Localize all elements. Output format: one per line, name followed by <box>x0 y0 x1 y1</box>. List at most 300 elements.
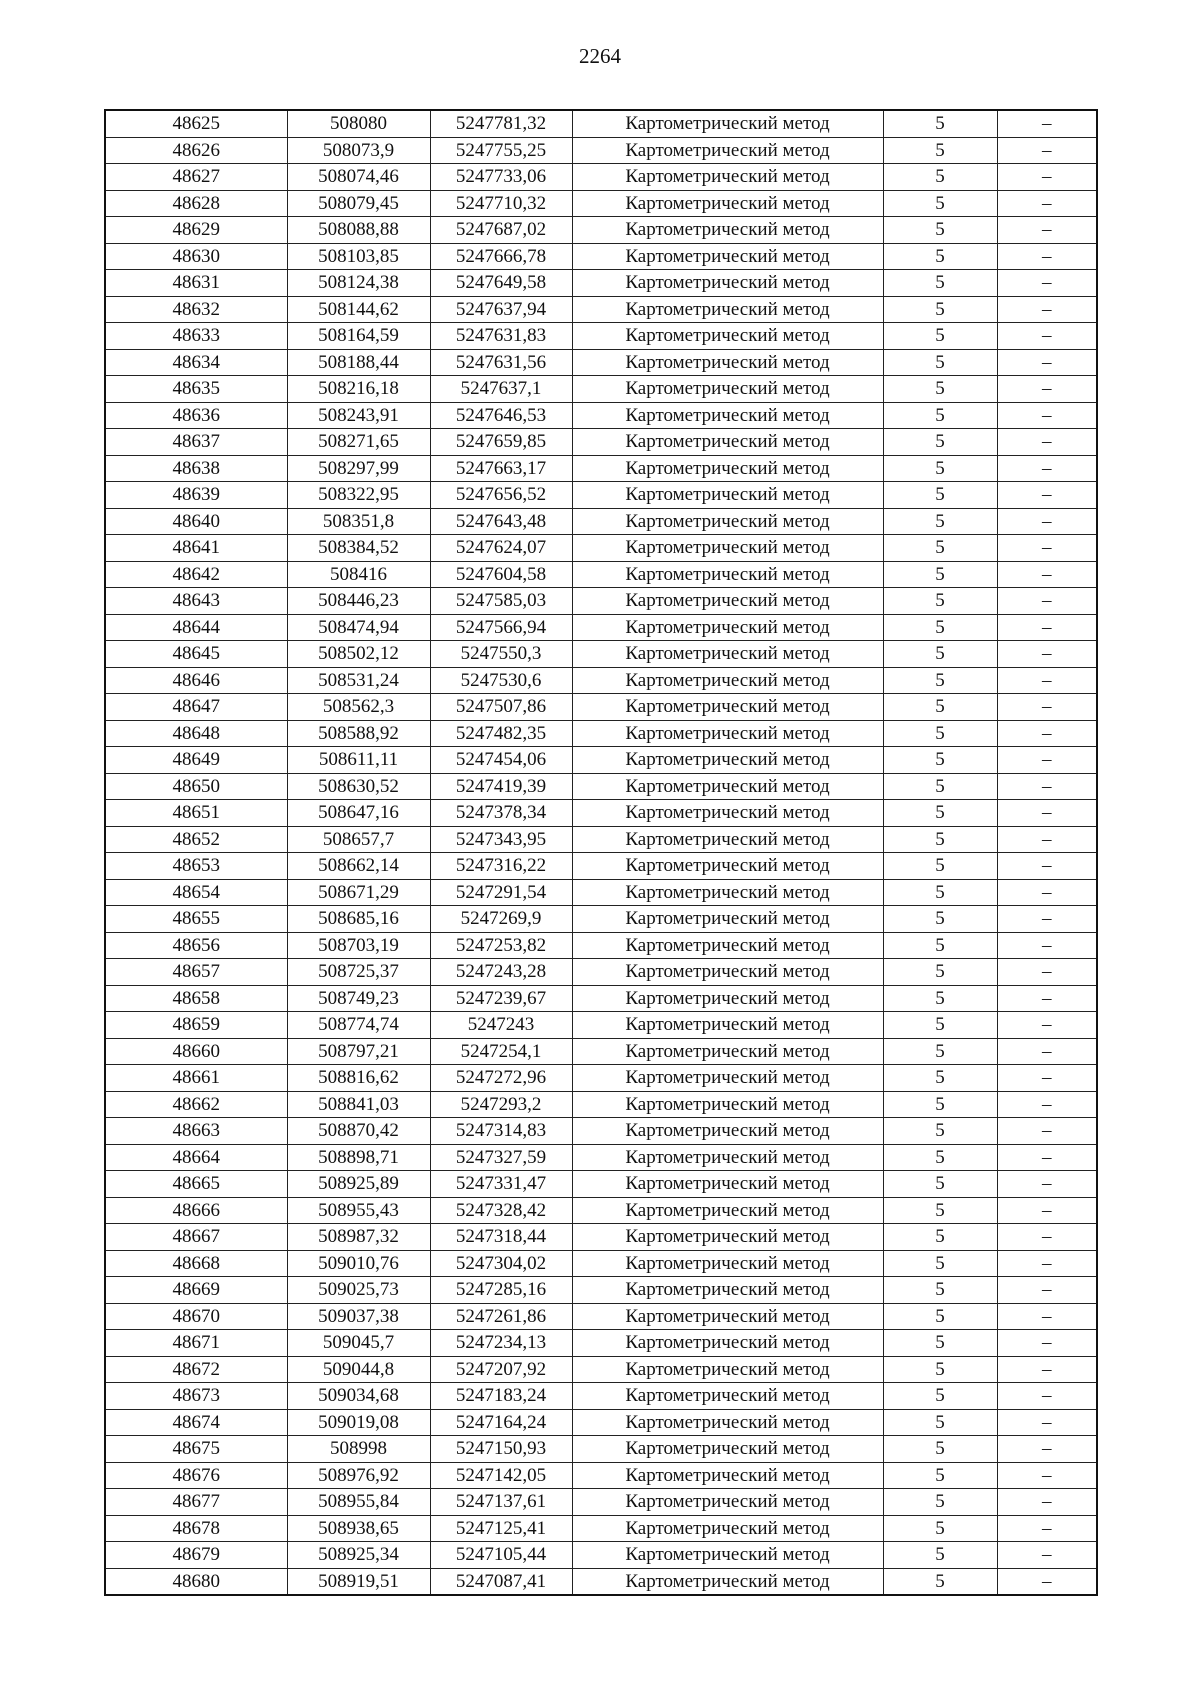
point-number-cell: 48672 <box>105 1356 287 1383</box>
accuracy-cell: 5 <box>883 588 997 615</box>
point-number-cell: 48677 <box>105 1489 287 1516</box>
accuracy-cell: 5 <box>883 1303 997 1330</box>
note-cell: – <box>997 985 1097 1012</box>
y-coordinate-cell: 5247482,35 <box>430 720 572 747</box>
table-row <box>105 1383 1097 1410</box>
method-cell: Картометрический метод <box>572 614 883 641</box>
x-coordinate-cell: 508662,14 <box>287 853 430 880</box>
table-row <box>105 959 1097 986</box>
x-coordinate-cell: 508657,7 <box>287 826 430 853</box>
x-coordinate-cell: 508630,52 <box>287 773 430 800</box>
x-coordinate-cell: 508749,23 <box>287 985 430 1012</box>
x-coordinate-cell: 509045,7 <box>287 1330 430 1357</box>
method-cell: Картометрический метод <box>572 853 883 880</box>
point-number-cell: 48676 <box>105 1462 287 1489</box>
table-row <box>105 508 1097 535</box>
table-row <box>105 747 1097 774</box>
point-number-cell: 48660 <box>105 1038 287 1065</box>
x-coordinate-cell: 508841,03 <box>287 1091 430 1118</box>
table-row <box>105 1356 1097 1383</box>
point-number-cell: 48668 <box>105 1250 287 1277</box>
point-number-cell: 48654 <box>105 879 287 906</box>
table-row <box>105 429 1097 456</box>
note-cell: – <box>997 826 1097 853</box>
note-cell: – <box>997 588 1097 615</box>
table-row <box>105 1012 1097 1039</box>
note-cell: – <box>997 1489 1097 1516</box>
point-number-cell: 48632 <box>105 296 287 323</box>
y-coordinate-cell: 5247087,41 <box>430 1568 572 1595</box>
accuracy-cell: 5 <box>883 747 997 774</box>
accuracy-cell: 5 <box>883 402 997 429</box>
note-cell: – <box>997 906 1097 933</box>
point-number-cell: 48636 <box>105 402 287 429</box>
table-row <box>105 349 1097 376</box>
method-cell: Картометрический метод <box>572 1409 883 1436</box>
method-cell: Картометрический метод <box>572 694 883 721</box>
table-row <box>105 1250 1097 1277</box>
x-coordinate-cell: 508987,32 <box>287 1224 430 1251</box>
method-cell: Картометрический метод <box>572 164 883 191</box>
note-cell: – <box>997 535 1097 562</box>
accuracy-cell: 5 <box>883 1144 997 1171</box>
note-cell: – <box>997 800 1097 827</box>
point-number-cell: 48661 <box>105 1065 287 1092</box>
x-coordinate-cell: 509010,76 <box>287 1250 430 1277</box>
y-coordinate-cell: 5247666,78 <box>430 243 572 270</box>
method-cell: Картометрический метод <box>572 720 883 747</box>
point-number-cell: 48674 <box>105 1409 287 1436</box>
accuracy-cell: 5 <box>883 1065 997 1092</box>
table-row <box>105 535 1097 562</box>
point-number-cell: 48663 <box>105 1118 287 1145</box>
point-number-cell: 48680 <box>105 1568 287 1595</box>
note-cell: – <box>997 1250 1097 1277</box>
y-coordinate-cell: 5247328,42 <box>430 1197 572 1224</box>
accuracy-cell: 5 <box>883 1330 997 1357</box>
table-row <box>105 376 1097 403</box>
point-number-cell: 48651 <box>105 800 287 827</box>
accuracy-cell: 5 <box>883 1197 997 1224</box>
note-cell: – <box>997 429 1097 456</box>
note-cell: – <box>997 641 1097 668</box>
y-coordinate-cell: 5247243 <box>430 1012 572 1039</box>
note-cell: – <box>997 667 1097 694</box>
accuracy-cell: 5 <box>883 376 997 403</box>
point-number-cell: 48659 <box>105 1012 287 1039</box>
method-cell: Картометрический метод <box>572 270 883 297</box>
x-coordinate-cell: 508080 <box>287 110 430 137</box>
x-coordinate-cell: 508103,85 <box>287 243 430 270</box>
x-coordinate-cell: 509025,73 <box>287 1277 430 1304</box>
accuracy-cell: 5 <box>883 270 997 297</box>
note-cell: – <box>997 270 1097 297</box>
point-number-cell: 48675 <box>105 1436 287 1463</box>
point-number-cell: 48662 <box>105 1091 287 1118</box>
y-coordinate-cell: 5247755,25 <box>430 137 572 164</box>
x-coordinate-cell: 508416 <box>287 561 430 588</box>
note-cell: – <box>997 1409 1097 1436</box>
method-cell: Картометрический метод <box>572 1489 883 1516</box>
x-coordinate-cell: 508502,12 <box>287 641 430 668</box>
method-cell: Картометрический метод <box>572 773 883 800</box>
method-cell: Картометрический метод <box>572 1436 883 1463</box>
method-cell: Картометрический метод <box>572 535 883 562</box>
x-coordinate-cell: 508925,34 <box>287 1542 430 1569</box>
y-coordinate-cell: 5247656,52 <box>430 482 572 509</box>
accuracy-cell: 5 <box>883 508 997 535</box>
point-number-cell: 48658 <box>105 985 287 1012</box>
method-cell: Картометрический метод <box>572 1038 883 1065</box>
table-row <box>105 1171 1097 1198</box>
accuracy-cell: 5 <box>883 1515 997 1542</box>
point-number-cell: 48669 <box>105 1277 287 1304</box>
y-coordinate-cell: 5247649,58 <box>430 270 572 297</box>
accuracy-cell: 5 <box>883 217 997 244</box>
point-number-cell: 48648 <box>105 720 287 747</box>
note-cell: – <box>997 1330 1097 1357</box>
y-coordinate-cell: 5247343,95 <box>430 826 572 853</box>
method-cell: Картометрический метод <box>572 508 883 535</box>
y-coordinate-cell: 5247254,1 <box>430 1038 572 1065</box>
note-cell: – <box>997 1012 1097 1039</box>
y-coordinate-cell: 5247781,32 <box>430 110 572 137</box>
y-coordinate-cell: 5247239,67 <box>430 985 572 1012</box>
method-cell: Картометрический метод <box>572 1250 883 1277</box>
x-coordinate-cell: 508685,16 <box>287 906 430 933</box>
accuracy-cell: 5 <box>883 535 997 562</box>
table-row <box>105 270 1097 297</box>
accuracy-cell: 5 <box>883 1542 997 1569</box>
point-number-cell: 48649 <box>105 747 287 774</box>
method-cell: Картометрический метод <box>572 137 883 164</box>
note-cell: – <box>997 1542 1097 1569</box>
point-number-cell: 48655 <box>105 906 287 933</box>
table-row <box>105 826 1097 853</box>
method-cell: Картометрический метод <box>572 1303 883 1330</box>
point-number-cell: 48639 <box>105 482 287 509</box>
y-coordinate-cell: 5247530,6 <box>430 667 572 694</box>
table-row <box>105 853 1097 880</box>
accuracy-cell: 5 <box>883 800 997 827</box>
point-number-cell: 48644 <box>105 614 287 641</box>
y-coordinate-cell: 5247637,94 <box>430 296 572 323</box>
note-cell: – <box>997 323 1097 350</box>
y-coordinate-cell: 5247314,83 <box>430 1118 572 1145</box>
accuracy-cell: 5 <box>883 1383 997 1410</box>
table-row <box>105 800 1097 827</box>
x-coordinate-cell: 508797,21 <box>287 1038 430 1065</box>
y-coordinate-cell: 5247125,41 <box>430 1515 572 1542</box>
method-cell: Картометрический метод <box>572 1197 883 1224</box>
point-number-cell: 48665 <box>105 1171 287 1198</box>
method-cell: Картометрический метод <box>572 1356 883 1383</box>
accuracy-cell: 5 <box>883 773 997 800</box>
note-cell: – <box>997 747 1097 774</box>
point-number-cell: 48631 <box>105 270 287 297</box>
note-cell: – <box>997 137 1097 164</box>
table-row <box>105 1224 1097 1251</box>
table-row <box>105 190 1097 217</box>
method-cell: Картометрический метод <box>572 667 883 694</box>
x-coordinate-cell: 508351,8 <box>287 508 430 535</box>
x-coordinate-cell: 508938,65 <box>287 1515 430 1542</box>
y-coordinate-cell: 5247378,34 <box>430 800 572 827</box>
method-cell: Картометрический метод <box>572 1224 883 1251</box>
note-cell: – <box>997 243 1097 270</box>
y-coordinate-cell: 5247507,86 <box>430 694 572 721</box>
table-row <box>105 561 1097 588</box>
point-number-cell: 48627 <box>105 164 287 191</box>
y-coordinate-cell: 5247637,1 <box>430 376 572 403</box>
method-cell: Картометрический метод <box>572 243 883 270</box>
accuracy-cell: 5 <box>883 720 997 747</box>
y-coordinate-cell: 5247585,03 <box>430 588 572 615</box>
method-cell: Картометрический метод <box>572 1462 883 1489</box>
point-number-cell: 48630 <box>105 243 287 270</box>
table-row <box>105 1489 1097 1516</box>
accuracy-cell: 5 <box>883 1356 997 1383</box>
table-row <box>105 906 1097 933</box>
note-cell: – <box>997 110 1097 137</box>
x-coordinate-cell: 508216,18 <box>287 376 430 403</box>
y-coordinate-cell: 5247207,92 <box>430 1356 572 1383</box>
accuracy-cell: 5 <box>883 323 997 350</box>
note-cell: – <box>997 1197 1097 1224</box>
accuracy-cell: 5 <box>883 641 997 668</box>
point-number-cell: 48638 <box>105 455 287 482</box>
x-coordinate-cell: 508816,62 <box>287 1065 430 1092</box>
x-coordinate-cell: 508955,43 <box>287 1197 430 1224</box>
x-coordinate-cell: 508870,42 <box>287 1118 430 1145</box>
table-row <box>105 1330 1097 1357</box>
method-cell: Картометрический метод <box>572 323 883 350</box>
x-coordinate-cell: 508647,16 <box>287 800 430 827</box>
y-coordinate-cell: 5247631,83 <box>430 323 572 350</box>
table-row <box>105 1436 1097 1463</box>
method-cell: Картометрический метод <box>572 1065 883 1092</box>
x-coordinate-cell: 508671,29 <box>287 879 430 906</box>
accuracy-cell: 5 <box>883 1224 997 1251</box>
y-coordinate-cell: 5247550,3 <box>430 641 572 668</box>
note-cell: – <box>997 376 1097 403</box>
point-number-cell: 48657 <box>105 959 287 986</box>
note-cell: – <box>997 349 1097 376</box>
accuracy-cell: 5 <box>883 826 997 853</box>
note-cell: – <box>997 1303 1097 1330</box>
accuracy-cell: 5 <box>883 906 997 933</box>
note-cell: – <box>997 296 1097 323</box>
x-coordinate-cell: 508124,38 <box>287 270 430 297</box>
accuracy-cell: 5 <box>883 879 997 906</box>
note-cell: – <box>997 508 1097 535</box>
method-cell: Картометрический метод <box>572 1091 883 1118</box>
accuracy-cell: 5 <box>883 959 997 986</box>
note-cell: – <box>997 959 1097 986</box>
accuracy-cell: 5 <box>883 296 997 323</box>
point-number-cell: 48666 <box>105 1197 287 1224</box>
method-cell: Картометрический метод <box>572 747 883 774</box>
table-row <box>105 694 1097 721</box>
x-coordinate-cell: 508998 <box>287 1436 430 1463</box>
y-coordinate-cell: 5247253,82 <box>430 932 572 959</box>
x-coordinate-cell: 509034,68 <box>287 1383 430 1410</box>
x-coordinate-cell: 508322,95 <box>287 482 430 509</box>
y-coordinate-cell: 5247733,06 <box>430 164 572 191</box>
note-cell: – <box>997 1091 1097 1118</box>
table-row <box>105 1144 1097 1171</box>
x-coordinate-cell: 508611,11 <box>287 747 430 774</box>
x-coordinate-cell: 508074,46 <box>287 164 430 191</box>
note-cell: – <box>997 1356 1097 1383</box>
method-cell: Картометрический метод <box>572 482 883 509</box>
point-number-cell: 48678 <box>105 1515 287 1542</box>
point-number-cell: 48626 <box>105 137 287 164</box>
table-row <box>105 243 1097 270</box>
accuracy-cell: 5 <box>883 561 997 588</box>
table-row <box>105 323 1097 350</box>
y-coordinate-cell: 5247105,44 <box>430 1542 572 1569</box>
accuracy-cell: 5 <box>883 1038 997 1065</box>
accuracy-cell: 5 <box>883 932 997 959</box>
accuracy-cell: 5 <box>883 1489 997 1516</box>
note-cell: – <box>997 561 1097 588</box>
y-coordinate-cell: 5247646,53 <box>430 402 572 429</box>
y-coordinate-cell: 5247137,61 <box>430 1489 572 1516</box>
method-cell: Картометрический метод <box>572 1118 883 1145</box>
accuracy-cell: 5 <box>883 190 997 217</box>
y-coordinate-cell: 5247243,28 <box>430 959 572 986</box>
point-number-cell: 48629 <box>105 217 287 244</box>
table-row <box>105 217 1097 244</box>
accuracy-cell: 5 <box>883 667 997 694</box>
table-row <box>105 1568 1097 1595</box>
x-coordinate-cell: 509019,08 <box>287 1409 430 1436</box>
point-number-cell: 48643 <box>105 588 287 615</box>
table-row <box>105 1118 1097 1145</box>
x-coordinate-cell: 508297,99 <box>287 455 430 482</box>
table-row <box>105 588 1097 615</box>
y-coordinate-cell: 5247304,02 <box>430 1250 572 1277</box>
accuracy-cell: 5 <box>883 110 997 137</box>
y-coordinate-cell: 5247291,54 <box>430 879 572 906</box>
x-coordinate-cell: 508725,37 <box>287 959 430 986</box>
table-row <box>105 1542 1097 1569</box>
accuracy-cell: 5 <box>883 1171 997 1198</box>
x-coordinate-cell: 508446,23 <box>287 588 430 615</box>
point-number-cell: 48650 <box>105 773 287 800</box>
table-row <box>105 720 1097 747</box>
method-cell: Картометрический метод <box>572 217 883 244</box>
x-coordinate-cell: 508703,19 <box>287 932 430 959</box>
note-cell: – <box>997 720 1097 747</box>
method-cell: Картометрический метод <box>572 1144 883 1171</box>
table-row <box>105 482 1097 509</box>
note-cell: – <box>997 773 1097 800</box>
point-number-cell: 48653 <box>105 853 287 880</box>
method-cell: Картометрический метод <box>572 932 883 959</box>
note-cell: – <box>997 614 1097 641</box>
coordinates-table <box>104 109 1098 1596</box>
y-coordinate-cell: 5247631,56 <box>430 349 572 376</box>
table-row <box>105 1197 1097 1224</box>
accuracy-cell: 5 <box>883 1277 997 1304</box>
method-cell: Картометрический метод <box>572 588 883 615</box>
table-row <box>105 1277 1097 1304</box>
point-number-cell: 48634 <box>105 349 287 376</box>
table-row <box>105 985 1097 1012</box>
table-row <box>105 455 1097 482</box>
method-cell: Картометрический метод <box>572 1515 883 1542</box>
x-coordinate-cell: 508474,94 <box>287 614 430 641</box>
method-cell: Картометрический метод <box>572 800 883 827</box>
y-coordinate-cell: 5247293,2 <box>430 1091 572 1118</box>
accuracy-cell: 5 <box>883 1118 997 1145</box>
method-cell: Картометрический метод <box>572 879 883 906</box>
method-cell: Картометрический метод <box>572 1171 883 1198</box>
method-cell: Картометрический метод <box>572 349 883 376</box>
y-coordinate-cell: 5247327,59 <box>430 1144 572 1171</box>
method-cell: Картометрический метод <box>572 959 883 986</box>
y-coordinate-cell: 5247269,9 <box>430 906 572 933</box>
point-number-cell: 48664 <box>105 1144 287 1171</box>
accuracy-cell: 5 <box>883 1250 997 1277</box>
x-coordinate-cell: 509037,38 <box>287 1303 430 1330</box>
y-coordinate-cell: 5247687,02 <box>430 217 572 244</box>
x-coordinate-cell: 508271,65 <box>287 429 430 456</box>
note-cell: – <box>997 1224 1097 1251</box>
note-cell: – <box>997 190 1097 217</box>
point-number-cell: 48670 <box>105 1303 287 1330</box>
note-cell: – <box>997 853 1097 880</box>
y-coordinate-cell: 5247604,58 <box>430 561 572 588</box>
point-number-cell: 48628 <box>105 190 287 217</box>
table-row <box>105 164 1097 191</box>
accuracy-cell: 5 <box>883 1436 997 1463</box>
accuracy-cell: 5 <box>883 164 997 191</box>
point-number-cell: 48637 <box>105 429 287 456</box>
note-cell: – <box>997 455 1097 482</box>
point-number-cell: 48652 <box>105 826 287 853</box>
point-number-cell: 48647 <box>105 694 287 721</box>
note-cell: – <box>997 164 1097 191</box>
x-coordinate-cell: 508531,24 <box>287 667 430 694</box>
y-coordinate-cell: 5247164,24 <box>430 1409 572 1436</box>
x-coordinate-cell: 508073,9 <box>287 137 430 164</box>
note-cell: – <box>997 879 1097 906</box>
table-row <box>105 1515 1097 1542</box>
table-row <box>105 641 1097 668</box>
coordinates-table-body <box>105 110 1097 1595</box>
y-coordinate-cell: 5247272,96 <box>430 1065 572 1092</box>
accuracy-cell: 5 <box>883 1012 997 1039</box>
x-coordinate-cell: 508976,92 <box>287 1462 430 1489</box>
method-cell: Картометрический метод <box>572 296 883 323</box>
method-cell: Картометрический метод <box>572 1277 883 1304</box>
table-row <box>105 1038 1097 1065</box>
x-coordinate-cell: 508955,84 <box>287 1489 430 1516</box>
method-cell: Картометрический метод <box>572 455 883 482</box>
method-cell: Картометрический метод <box>572 190 883 217</box>
accuracy-cell: 5 <box>883 1409 997 1436</box>
point-number-cell: 48640 <box>105 508 287 535</box>
table-row <box>105 137 1097 164</box>
table-row <box>105 1462 1097 1489</box>
note-cell: – <box>997 402 1097 429</box>
accuracy-cell: 5 <box>883 853 997 880</box>
accuracy-cell: 5 <box>883 455 997 482</box>
note-cell: – <box>997 1462 1097 1489</box>
